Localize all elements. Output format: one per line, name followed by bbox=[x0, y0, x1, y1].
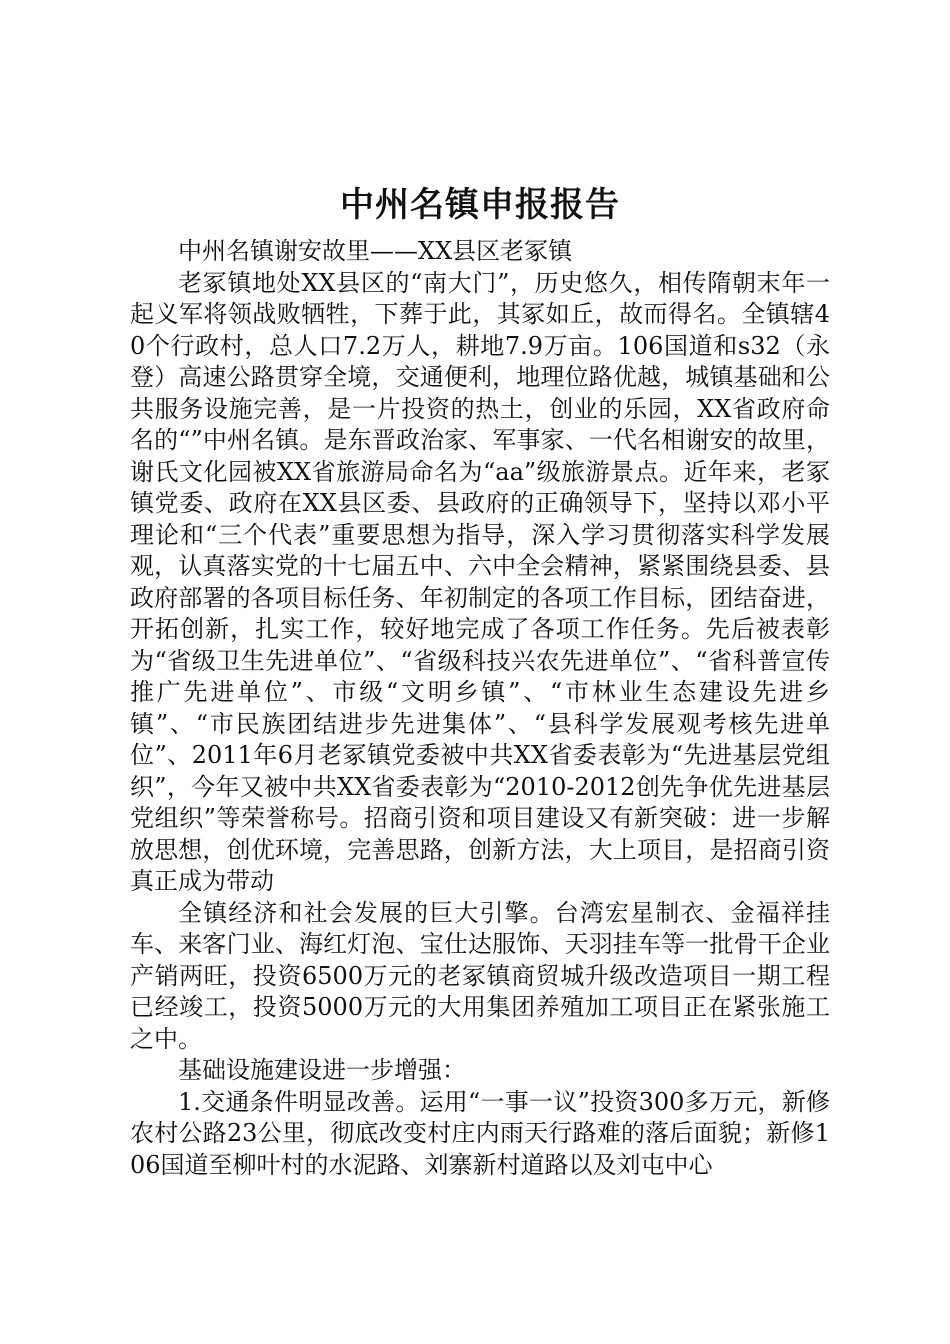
body-paragraph: 1.交通条件明显改善。运用“一事一议”投资300多万元，新修农村公路23公里，彻底改变村庄内雨天行路难的落后面貌；新修106国道至柳叶村的水泥路、刘寨新村道路以及刘屯中心 bbox=[130, 1087, 830, 1179]
document-title: 中州名镇申报报告 bbox=[340, 185, 620, 225]
body-paragraph: 老冢镇地处XX县区的“南大门”，历史悠久，相传隋朝末年一起义军将领战败牺牲，下葬于此，其冢如丘，故而得名。全镇辖40个行政村，总人口7.2万人，耕地7.9万亩。106国道和s32（永登）高速公路贯穿全境，交通便利，地理位路优越，城镇基础和公共服务设施完善，是一片投资的热土，创业的乐园，XX省政府命名的“”中州名镇。是东晋政治家、军事家、一代名相谢安的故里，谢氏文化园被XX省旅游局命名为“aa”级旅游景点。近年来，老冢镇党委、政府在XX县区委、县政府的正确领导下，坚持以邓小平理论和“三个代表”重要思想为指导，深入学习贯彻落实科学发展观，认真落实党的十七届五中、六中全会精神，紧紧围绕县委、县政府部署的各项目标任务、年初制定的各项工作目标，团结奋进，开拓创新，扎实工作，较好地完成了各项工作任务。先后被表彰为“省级卫生先进单位”、“省级科技兴农先进单位”、“省科普宣传推广先进单位”、市级“文明乡镇”、“市林业生态建设先进乡镇”、“市民族团结进步先进集体”、“县科学发展观考核先进单位”、2011年6月老冢镇党委被中共XX省委表彰为“先进基层党组织”，今年又被中共XX省委表彰为“2010-2012创先争优先进基层党组织”等荣誉称号。招商引资和项目建设又有新突破：进一步解放思想，创优环境，完善思路，创新方法，大上项目，是招商引资真正成为带动 bbox=[130, 268, 830, 895]
subtitle-paragraph: 中州名镇谢安故里——XX县区老冢镇 bbox=[178, 237, 573, 265]
section-heading: 基础设施建设进一步增强： bbox=[178, 1056, 466, 1084]
body-paragraph: 全镇经济和社会发展的巨大引擎。台湾宏星制衣、金福祥挂车、来客门业、海红灯泡、宝仕达服饰、天羽挂车等一批骨干企业产销两旺，投资6500万元的老冢镇商贸城升级改造项目一期工程已经竣工，投资5000万元的大用集团养殖加工项目正在紧张施工之中。 bbox=[130, 898, 830, 1053]
document-page bbox=[130, 180, 830, 1181]
